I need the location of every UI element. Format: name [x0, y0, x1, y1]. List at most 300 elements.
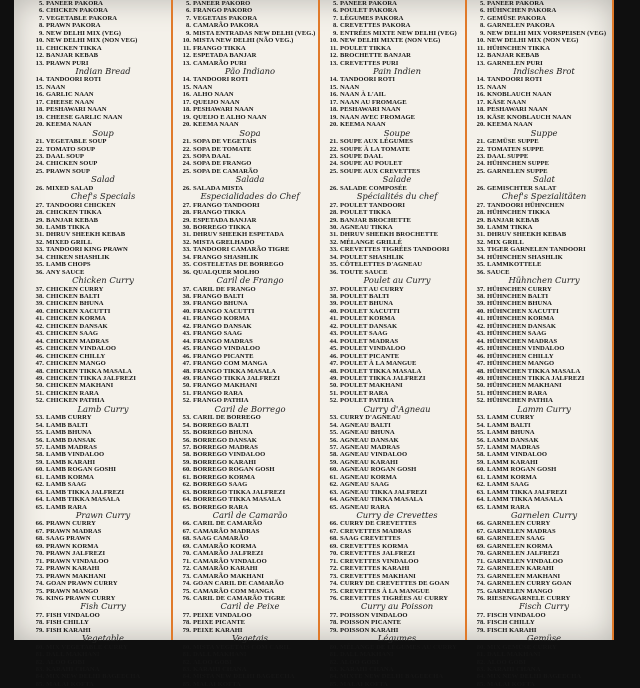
item-name: CHICKEN SOUP — [46, 160, 98, 168]
menu-item — [473, 231, 615, 238]
item-number: 70. — [476, 550, 485, 558]
item-number: 6. — [479, 7, 485, 15]
item-name: ESPETADA BANJAR — [193, 216, 257, 224]
item-number: 12. — [35, 52, 44, 60]
menu-item — [32, 338, 174, 345]
section-heading: Salad — [91, 174, 115, 185]
menu-item — [326, 573, 468, 580]
item-name: GARNELEN SUPPE — [487, 167, 548, 175]
menu-item — [473, 138, 615, 145]
item-number: 43. — [476, 330, 485, 338]
item-number: 50. — [35, 382, 44, 390]
item-number: 17. — [182, 98, 191, 106]
menu-item — [179, 651, 321, 658]
item-name: CHICKEN MADRAS — [46, 337, 109, 345]
item-number: 64. — [329, 496, 338, 504]
item-number: 66. — [476, 520, 485, 528]
item-name: CARIL DE CAMARÃO TIGRE — [193, 595, 286, 603]
item-number: 81. — [182, 651, 191, 659]
item-number: 85. — [476, 680, 485, 688]
item-number: 80. — [476, 643, 485, 651]
item-name: BANJAR KEBAB — [487, 52, 540, 60]
item-name: QUEIJO E ALHO NAAN — [193, 113, 267, 121]
menu-item — [32, 360, 174, 367]
item-number: 77. — [182, 611, 191, 619]
item-number: 28. — [476, 209, 485, 217]
item-number: 73. — [476, 572, 485, 580]
section-heading: Spécialités du chef — [356, 191, 438, 202]
item-number: 13. — [476, 59, 485, 67]
menu-item — [326, 45, 468, 52]
item-name: BORREGO DANSAK — [193, 436, 257, 444]
menu-item — [473, 459, 615, 466]
item-name: PANEER PAKORA — [487, 0, 544, 7]
menu-item — [32, 91, 174, 98]
item-number: 51. — [35, 389, 44, 397]
menu-item — [326, 535, 468, 542]
item-number: 51. — [329, 389, 338, 397]
item-number: 42. — [329, 322, 338, 330]
item-name: HÜHNCHEN RARA — [487, 389, 548, 397]
item-number: 55. — [182, 429, 191, 437]
menu-item — [32, 160, 174, 167]
item-name: COSTELETAS DE BORREGO — [193, 261, 284, 269]
item-name: NEW DELHI MIX (NON VEG) — [487, 37, 579, 45]
menu-item — [32, 481, 174, 488]
item-name: MIXED GRILL — [46, 238, 93, 246]
menu-item — [32, 681, 174, 688]
item-number: 68. — [182, 535, 191, 543]
item-name: CHICKEN BHUNA — [46, 300, 104, 308]
item-name: CREVETTES KORMA — [340, 542, 409, 550]
item-number: 52. — [182, 397, 191, 405]
item-name: POULET BHUNA — [340, 300, 394, 308]
item-name: HÜHNCHEN TIKKA — [487, 209, 551, 217]
item-number: 24. — [329, 160, 338, 168]
item-name: NAAN — [193, 83, 213, 91]
section-heading: Sopa — [239, 127, 261, 138]
menu-item — [473, 30, 615, 37]
item-number: 51. — [182, 389, 191, 397]
item-name: SOPA DE CAMARÃO — [193, 167, 259, 175]
menu-item — [179, 666, 321, 673]
menu-item — [473, 444, 615, 451]
item-name: SAAG CAMARÃO — [193, 535, 249, 543]
item-name: KING PRAWN CURRY — [46, 595, 116, 603]
menu-item — [179, 7, 321, 14]
menu-item — [473, 37, 615, 44]
item-name: POULET MAKHANI — [340, 382, 403, 390]
section-heading: Curry d'Agneau — [363, 403, 431, 414]
item-name: FRANGO TIKKA MASALA — [193, 367, 276, 375]
item-number: 69. — [182, 542, 191, 550]
item-name: PRAWN KARAHI — [46, 565, 100, 573]
menu-item — [473, 474, 615, 481]
item-name: LAMM KORMA — [487, 473, 537, 481]
item-name: POISSON VINDALOO — [340, 611, 408, 619]
item-number: 64. — [35, 496, 44, 504]
item-name: SOUPE AU POULET — [340, 160, 403, 168]
item-name: ANY SAUCE — [46, 268, 85, 276]
item-name: KARAHI CHANA — [46, 666, 100, 673]
item-number: 75. — [476, 587, 485, 595]
item-name: PRAWN PURI — [46, 59, 89, 67]
menu-item — [32, 293, 174, 300]
item-number: 41. — [476, 315, 485, 323]
item-name: MALAI KOFTA — [340, 680, 388, 688]
menu-item — [473, 535, 615, 542]
menu-item — [326, 466, 468, 473]
item-name: GARNELEN VINDALOO — [487, 557, 564, 565]
item-number: 72. — [182, 565, 191, 573]
item-number: 5. — [185, 0, 191, 7]
item-number: 44. — [182, 337, 191, 345]
item-name: HÜHNCHEN CHILLY — [487, 352, 554, 360]
item-name: TOMATEN SUPPE — [487, 145, 544, 153]
menu-item — [326, 422, 468, 429]
item-name: CREVETTES TIGRÉES AU CURRY — [340, 595, 449, 603]
item-number: 49. — [476, 374, 485, 382]
item-number: 8. — [332, 22, 338, 30]
item-number: 58. — [476, 451, 485, 459]
item-number: 28. — [329, 209, 338, 217]
menu-item — [473, 286, 615, 293]
menu-item — [32, 202, 174, 209]
item-name: SOUPE AUX CREVETTES — [340, 167, 421, 175]
item-name: ALOO GOBI — [340, 658, 379, 666]
item-name: HÜHNCHEN KORMA — [487, 315, 555, 323]
item-number: 48. — [329, 367, 338, 375]
menu-item — [32, 22, 174, 29]
item-number: 53. — [329, 414, 338, 422]
item-number: 27. — [35, 201, 44, 209]
menu-item — [473, 22, 615, 29]
item-name: NEW DELHI MIX VORSPEISEN (VEG) — [487, 29, 607, 37]
item-number: 83. — [329, 666, 338, 673]
item-name: CAMARÃO VINDALOO — [193, 557, 267, 565]
menu-item — [179, 300, 321, 307]
item-number: 81. — [329, 651, 338, 659]
item-name: CHEESE NAAN — [46, 98, 94, 106]
menu-item — [32, 520, 174, 527]
menu-item — [32, 246, 174, 253]
item-name: LAMB BHUNA — [46, 429, 92, 437]
item-name: AGNEAU VINDALOO — [340, 451, 408, 459]
item-number: 20. — [182, 121, 191, 129]
menu-item — [473, 550, 615, 557]
menu-item — [32, 0, 174, 7]
item-name: CREVETTES TIGRÉES TANDOORI — [340, 246, 450, 254]
menu-item — [326, 91, 468, 98]
menu-item — [326, 681, 468, 688]
menu-item — [32, 99, 174, 106]
item-number: 48. — [182, 367, 191, 375]
menu-item — [32, 37, 174, 44]
menu-item — [473, 496, 615, 503]
item-number: 47. — [476, 360, 485, 368]
item-number: 25. — [329, 167, 338, 175]
item-number: 63. — [329, 488, 338, 496]
item-name: CREVETTES PAKORA — [340, 22, 411, 30]
item-name: KARAHI CHANA — [487, 666, 541, 673]
item-number: 79. — [35, 626, 44, 634]
item-name: CHICKEN MANGO — [46, 360, 106, 368]
menu-item — [179, 106, 321, 113]
menu-item — [32, 414, 174, 421]
menu-item — [32, 375, 174, 382]
item-number: 38. — [182, 292, 191, 300]
menu-item — [32, 528, 174, 535]
item-number: 37. — [329, 285, 338, 293]
item-name: HÜHNCHEN SAAG — [487, 330, 547, 338]
item-name: CHICKEN KORMA — [46, 315, 106, 323]
item-name: BORREGO ROGAN GOSH — [193, 466, 275, 474]
menu-item — [326, 673, 468, 680]
item-name: KEEMA NAAN — [487, 121, 533, 129]
item-number: 22. — [329, 145, 338, 153]
item-name: TANDOORI ROTI — [487, 76, 542, 84]
item-number: 80. — [329, 643, 338, 651]
menu-item — [326, 474, 468, 481]
item-number: 42. — [35, 322, 44, 330]
item-name: POULET SHASHLIK — [340, 253, 404, 261]
item-number: 73. — [182, 572, 191, 580]
item-number: 44. — [476, 337, 485, 345]
item-number: 63. — [182, 488, 191, 496]
menu-item — [179, 382, 321, 389]
item-name: POULET PICANTE — [340, 352, 400, 360]
item-number: 24. — [182, 160, 191, 168]
item-name: KARAHI CHANA — [193, 666, 247, 673]
item-name: SOPA DE VEGETAIS — [193, 138, 257, 146]
item-name: BORREGO VINDALOO — [193, 451, 266, 459]
item-name: FISCH CHILLY — [487, 619, 535, 627]
menu-item — [32, 138, 174, 145]
item-number: 35. — [329, 261, 338, 269]
item-name: FISCH KARAHI — [487, 626, 537, 634]
item-number: 55. — [35, 429, 44, 437]
menu-item — [179, 550, 321, 557]
menu-item — [32, 558, 174, 565]
menu-item — [473, 153, 615, 160]
item-number: 10. — [35, 37, 44, 45]
section-heading: Pain Indien — [372, 66, 422, 77]
item-number: 18. — [182, 106, 191, 114]
item-number: 31. — [35, 231, 44, 239]
item-number: 20. — [35, 121, 44, 129]
item-name: BORREGO KARAHI — [193, 458, 257, 466]
item-number: 53. — [35, 414, 44, 422]
item-name: PESHAWARI NAAN — [46, 106, 107, 114]
menu-item — [473, 246, 615, 253]
menu-item — [179, 474, 321, 481]
menu-item — [473, 520, 615, 527]
item-number: 28. — [182, 209, 191, 217]
item-number: 57. — [476, 444, 485, 451]
item-name: SOPA DAAL — [193, 152, 231, 160]
item-number: 76. — [476, 595, 485, 603]
item-number: 42. — [182, 322, 191, 330]
menu-item — [326, 651, 468, 658]
menu-item — [326, 565, 468, 572]
item-name: LAMM TIKKA — [487, 223, 533, 231]
item-name: SOUPE DAAL — [340, 152, 383, 160]
menu-item — [326, 153, 468, 160]
menu-item — [473, 588, 615, 595]
menu-item — [326, 368, 468, 375]
menu-item — [32, 323, 174, 330]
item-name: PRAWN SOUP — [46, 167, 90, 175]
item-name: CHICKEN TIKKA — [46, 44, 102, 52]
item-name: LAMB RARA — [46, 503, 87, 511]
menu-item — [32, 76, 174, 83]
item-name: HÜHNCHEN SUPPE — [487, 160, 550, 168]
item-number: 67. — [35, 527, 44, 535]
menu-item — [179, 308, 321, 315]
item-number: 83. — [182, 666, 191, 673]
item-number: 16. — [476, 91, 485, 99]
menu-item — [326, 293, 468, 300]
menu-item — [32, 451, 174, 458]
menu-item — [179, 619, 321, 626]
item-number: 14. — [476, 76, 485, 84]
item-name: AGNEAU RARA — [340, 503, 390, 511]
menu-item — [326, 644, 468, 651]
item-number: 14. — [182, 76, 191, 84]
item-name: AGNEAU MADRAS — [340, 444, 400, 451]
menu-item — [473, 209, 615, 216]
item-number: 5. — [479, 0, 485, 7]
item-number: 61. — [329, 473, 338, 481]
item-name: SOPA DE TOMATE — [193, 145, 252, 153]
item-number: 82. — [476, 658, 485, 666]
item-name: CAMARÃO MADRAS — [193, 527, 260, 535]
item-name: DAAL SUPPE — [487, 152, 529, 160]
item-number: 84. — [35, 673, 44, 681]
menu-item — [326, 22, 468, 29]
menu-item — [473, 558, 615, 565]
menu-item — [473, 323, 615, 330]
item-name: CHIKEN SHASHLIK — [46, 253, 110, 261]
item-number: 15. — [182, 83, 191, 91]
item-number: 26. — [476, 184, 485, 192]
item-name: AGNEAU SAAG — [340, 481, 390, 489]
item-name: FISH VINDALOO — [46, 611, 100, 619]
item-name: MISTA ENTRADAS NEW DELHI (VEG.) — [193, 29, 316, 37]
menu-item — [179, 138, 321, 145]
item-name: FRANGO PICANTE — [193, 352, 254, 360]
menu-item — [473, 300, 615, 307]
item-number: 8. — [185, 22, 191, 30]
item-number: 34. — [476, 253, 485, 261]
menu-item — [326, 390, 468, 397]
item-name: GARNELEN MANGO — [487, 587, 553, 595]
item-number: 57. — [182, 444, 191, 451]
item-number: 30. — [476, 223, 485, 231]
menu-item — [473, 422, 615, 429]
section-heading: Légumes — [377, 633, 417, 644]
item-name: POULET DANSAK — [340, 322, 398, 330]
menu-item — [179, 91, 321, 98]
item-name: POULET MADRAS — [340, 337, 399, 345]
item-name: FRANGO BALTI — [193, 292, 244, 300]
menu-item — [32, 619, 174, 626]
item-name: POULET TANDOORI — [340, 201, 406, 209]
menu-item — [32, 550, 174, 557]
item-name: LAMM SAAG — [487, 481, 530, 489]
item-name: CHICKEN PAKORA — [46, 7, 108, 15]
section-heading: Salat — [533, 174, 555, 185]
item-name: LAMM DANSAK — [487, 436, 539, 444]
item-number: 73. — [329, 572, 338, 580]
item-name: HÜHNCHEN MADRAS — [487, 337, 558, 345]
menu-item — [32, 422, 174, 429]
item-name: POULET TIKKA JALFREZI — [340, 374, 426, 382]
item-name: MIXED SALAD — [46, 184, 94, 192]
item-number: 9. — [479, 29, 485, 37]
item-number: 51. — [476, 389, 485, 397]
item-name: BANJAR BROCHETTE — [340, 216, 411, 224]
menu-item — [473, 84, 615, 91]
menu-item — [32, 261, 174, 268]
item-name: MISTA NEW DELHI BAGEECHA — [193, 673, 295, 681]
item-name: CURRY DE CREVETTES — [340, 520, 417, 528]
item-name: POULET À LA MANGUE — [340, 360, 417, 368]
item-number: 5. — [332, 0, 338, 7]
menu-item — [32, 474, 174, 481]
item-name: CREVETTES À LA MANGUE — [340, 587, 430, 595]
section-heading: Lamm Curry — [517, 403, 571, 414]
item-name: GEMISCHTER SALAT — [487, 184, 557, 192]
item-number: 31. — [329, 231, 338, 239]
item-number: 8. — [479, 22, 485, 30]
section-heading: Lamb Curry — [77, 403, 129, 414]
section-heading: Especialidades do Chef — [200, 191, 300, 202]
item-name: LAMB KARAHI — [46, 458, 96, 466]
menu-item — [179, 293, 321, 300]
item-name: AGNEAU ROGAN GOSH — [340, 466, 417, 474]
item-name: CHICKEN PATHIA — [46, 397, 105, 405]
menu-item — [179, 375, 321, 382]
menu-item — [32, 231, 174, 238]
menu-item — [32, 84, 174, 91]
item-name: MALAI KOFTA — [487, 680, 535, 688]
item-number: 17. — [476, 98, 485, 106]
item-name: BORREGO TIKKA — [193, 223, 251, 231]
item-number: 44. — [329, 337, 338, 345]
item-name: LAMM ROGAN GOSH — [487, 466, 557, 474]
item-number: 58. — [35, 451, 44, 459]
menu-item — [473, 160, 615, 167]
item-name: LAMM CURRY — [487, 414, 535, 422]
section-heading: Vegetais — [232, 633, 268, 644]
item-name: CHICKEN TIKKA JALFREZI — [46, 374, 137, 382]
menu-item — [179, 437, 321, 444]
item-name: POULET TIKKA — [340, 44, 392, 52]
menu-item — [32, 30, 174, 37]
menu-item — [326, 345, 468, 352]
item-number: 6. — [38, 7, 44, 15]
item-name: FISH CHILLY — [46, 619, 89, 627]
item-name: LAMB TIKKA MASALA — [46, 496, 121, 504]
item-name: TANDOORI CAMARÃO TIGRE — [193, 246, 290, 254]
item-number: 45. — [182, 345, 191, 353]
item-name: NEW DELHI MIX (NON VEG) — [46, 37, 138, 45]
item-name: NAAN AU FROMAGE — [340, 98, 407, 106]
menu-item — [326, 30, 468, 37]
item-number: 57. — [329, 444, 338, 451]
item-name: GARNELEN PAKORA — [487, 22, 555, 30]
